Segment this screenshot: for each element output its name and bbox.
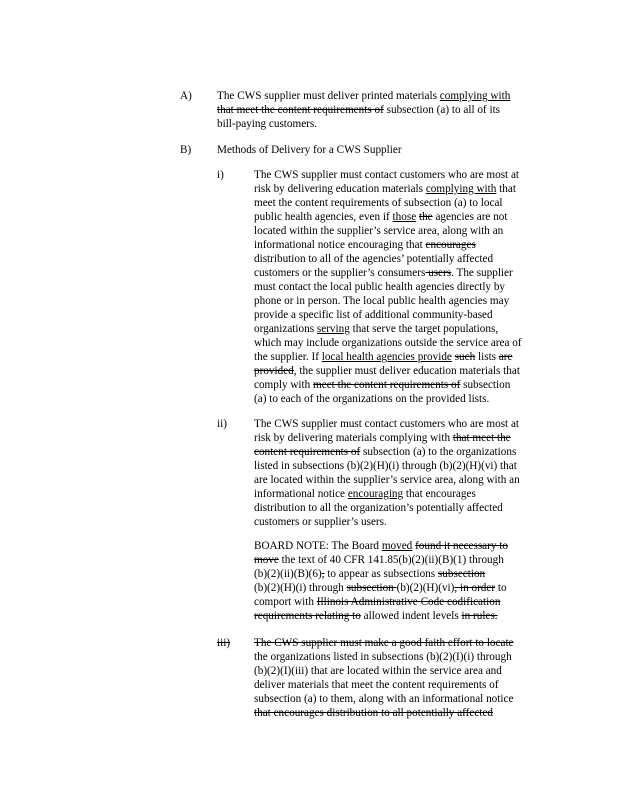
text-run: risk by delivering materials complying with (254, 432, 453, 444)
text-run: subsection (a) to the organizations (360, 446, 517, 458)
text-line (254, 364, 549, 378)
inserted-text: encouraging (347, 488, 404, 500)
deleted-text: requirements relating to (254, 610, 361, 622)
text-line (254, 252, 549, 266)
inserted-text: complying with (425, 183, 497, 195)
item-iii-text (254, 636, 549, 720)
text-run: (b)(2)(H)(i) through (254, 582, 347, 594)
deleted-text: that meet the (452, 432, 511, 444)
text-run: the supplier. If (254, 351, 322, 363)
text-run: (b)(2)(I)(iii) that are located within the service area and (254, 665, 502, 677)
text-run: listed in subsections (b)(2)(H)(i) through (b)(2)(H)(vi) that (254, 460, 517, 472)
text-run: deliver materials that meet the content requirements of (254, 679, 499, 691)
text-line (254, 678, 549, 692)
text-run: . The supplier (451, 267, 513, 279)
deleted-text: found it necessary to (415, 540, 508, 552)
text-line (254, 515, 549, 529)
text-line (254, 308, 549, 322)
text-line (254, 392, 549, 406)
text-run: (a) to each of the organizations on the provided lists. (254, 393, 490, 405)
deleted-text: subsection (437, 568, 486, 580)
deleted-text: , (321, 568, 325, 580)
text-line (254, 266, 549, 280)
text-run: to appear as subsections (324, 568, 438, 580)
text-run: informational notice (254, 488, 348, 500)
deleted-text: The CWS supplier must make a good faith effort to locate (254, 637, 514, 649)
text-line (254, 238, 549, 252)
text-line (254, 445, 549, 459)
text-run: lists (475, 351, 499, 363)
text-run: BOARD NOTE: The Board (254, 540, 382, 552)
text-line (254, 322, 549, 336)
text-run: (b)(2)(H)(vi) (396, 582, 455, 594)
text-line (254, 459, 549, 473)
text-line (254, 210, 549, 224)
text-line (254, 501, 549, 515)
item-i-text (254, 168, 549, 406)
text-line (254, 706, 549, 720)
text-line (254, 431, 549, 445)
board-note (254, 539, 549, 623)
text-run: risk by delivering education materials (254, 183, 426, 195)
deleted-text: that meet the content requirements of (217, 104, 384, 116)
text-line (254, 567, 549, 581)
deleted-text: encourages (425, 239, 476, 251)
item-iii-label: iii) (217, 637, 231, 649)
text-run: customers or the supplier’s consumers (254, 267, 426, 279)
text-run: , the supplier must deliver education materials that (293, 365, 520, 377)
text-run: The CWS supplier must deliver printed materials (217, 90, 440, 102)
text-line (254, 378, 549, 392)
text-run: comply with (254, 379, 314, 391)
text-line (254, 692, 549, 706)
text-run: customers or supplier’s users. (254, 516, 387, 528)
text-line (254, 196, 549, 210)
text-run: public health agencies, even if (254, 211, 393, 223)
item-a-text (217, 89, 547, 131)
inserted-text: local health agencies provide (321, 351, 452, 363)
text-line (254, 417, 549, 431)
item-b-label: B) (180, 144, 192, 156)
item-ii-label: ii) (217, 418, 227, 430)
text-line (254, 595, 549, 609)
text-line (217, 89, 547, 103)
text-run: the text of 40 CFR 141.85(b)(2)(ii)(B)(1) through (278, 554, 504, 566)
text-line (254, 539, 549, 553)
inserted-text: complying with (439, 90, 511, 102)
text-run: The CWS supplier must contact customers who are most at (254, 169, 520, 181)
text-line (254, 473, 549, 487)
inserted-text: those (392, 211, 417, 223)
text-line (217, 103, 547, 117)
deleted-text: are (498, 351, 513, 363)
text-line (254, 553, 549, 567)
text-line (217, 117, 547, 131)
text-run: meet the content requirements of subsection (a) to local (254, 197, 503, 209)
text-run: allowed indent levels (360, 610, 462, 622)
item-b-heading: Methods of Delivery for a CWS Supplier (217, 144, 402, 156)
text-run: provide a specific list of additional community-based (254, 309, 493, 321)
text-run: to (495, 582, 507, 594)
deleted-text: in rules. (461, 610, 498, 622)
text-run: must contact the local public health agencies directly by (254, 281, 506, 293)
deleted-text: move (254, 554, 279, 566)
text-line (254, 609, 549, 623)
deleted-text: provided (254, 365, 294, 377)
item-a-label: A) (180, 90, 192, 102)
deleted-text: content requirements of (254, 446, 361, 458)
text-run: that encourages (403, 488, 476, 500)
text-line (254, 487, 549, 501)
text-run: bill-paying customers. (217, 118, 318, 130)
text-run: phone or in person. The local public health agencies may (254, 295, 510, 307)
text-line (254, 294, 549, 308)
text-run: distribution to all of the agencies’ potentially affected (254, 253, 494, 265)
text-run: that serve the target populations, (349, 323, 499, 335)
item-ii-text (254, 417, 549, 529)
text-line (254, 182, 549, 196)
text-run: comport with (254, 596, 317, 608)
text-run: subsection (a) to all of its (383, 104, 501, 116)
text-line (254, 224, 549, 238)
text-line (254, 350, 549, 364)
text-run: agencies are not (432, 211, 508, 223)
text-run: subsection (a) to them, along with an informational notice (254, 693, 514, 705)
text-run: distribution to all the organization’s potentially affected (254, 502, 503, 514)
text-run: are located within the supplier’s service area, along with an (254, 474, 520, 486)
text-line (254, 664, 549, 678)
deleted-text: users (425, 267, 452, 279)
inserted-text: serving (316, 323, 350, 335)
text-line (254, 168, 549, 182)
text-run: (b)(2)(ii)(B)(6) (254, 568, 322, 580)
deleted-text: , in order (454, 582, 496, 594)
text-line (254, 581, 549, 595)
text-run: subsection (460, 379, 511, 391)
text-run: organizations (254, 323, 317, 335)
deleted-text: meet the content requirements of (313, 379, 461, 391)
text-run: that (496, 183, 516, 195)
deleted-text: the (418, 211, 433, 223)
text-run: The CWS supplier must contact customers who are most at (254, 418, 520, 430)
deleted-text: Illinois Administrative Code codification (316, 596, 501, 608)
text-run: the organizations listed in subsections (b)(2)(I)(i) through (254, 651, 512, 663)
inserted-text: moved (381, 540, 413, 552)
text-line (254, 336, 549, 350)
text-line (254, 280, 549, 294)
item-i-label: i) (217, 169, 224, 181)
text-line (254, 650, 549, 664)
deleted-text: subsection (346, 582, 397, 594)
deleted-text: that encourages distribution to all potentially affected (254, 707, 494, 719)
text-run: located within the supplier’s service area, along with an (254, 225, 504, 237)
deleted-text: such (454, 351, 476, 363)
text-run: which may include organizations outside the service area of (254, 337, 522, 349)
text-run: informational notice encouraging that (254, 239, 426, 251)
text-line (254, 636, 549, 650)
